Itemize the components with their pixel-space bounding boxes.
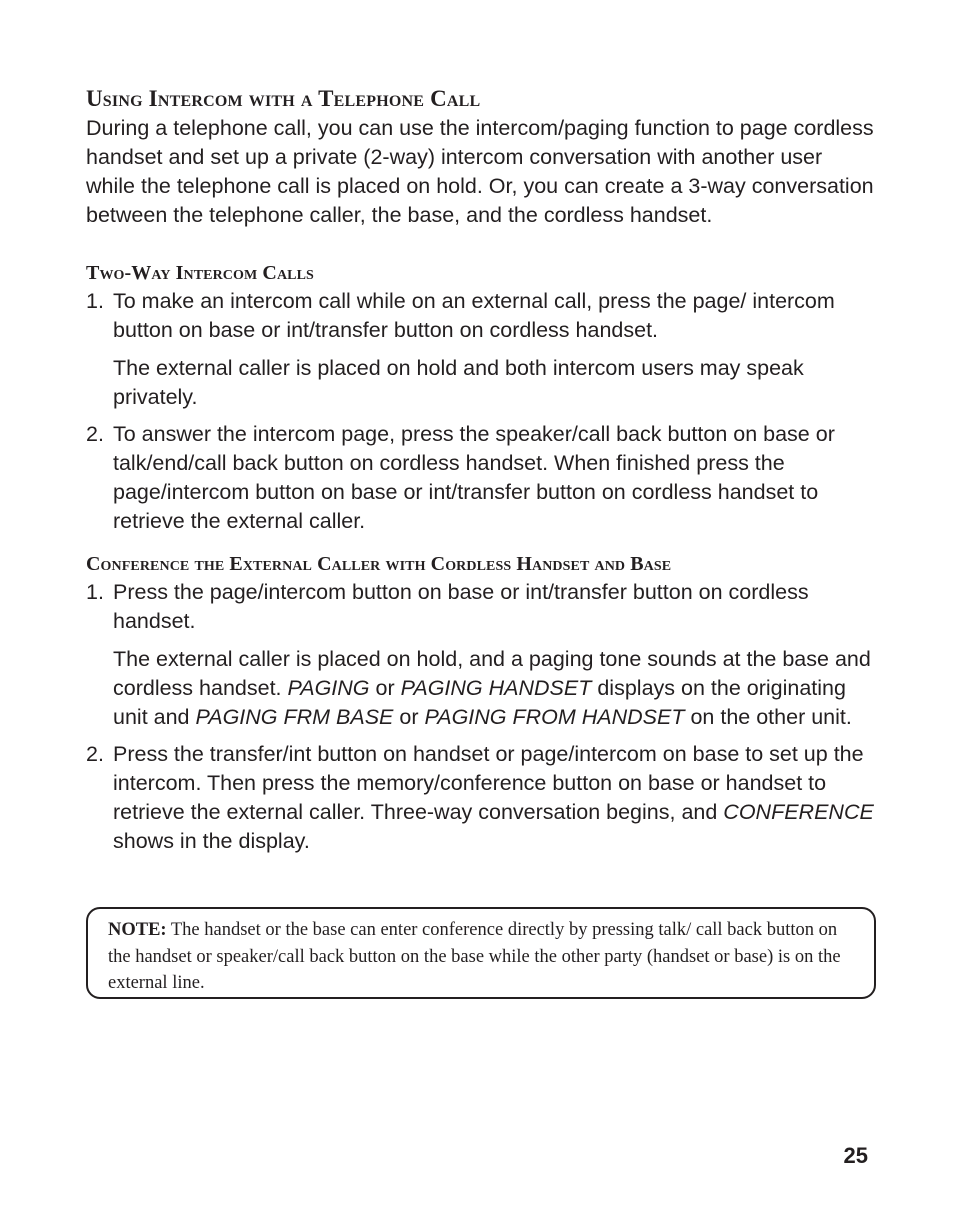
step-note: [113, 645, 876, 732]
list-item: [86, 287, 876, 412]
display-message: PAGING: [287, 676, 370, 700]
conference-steps-list: [86, 578, 876, 856]
step-note: The external caller is placed on hold and both intercom users may speak privately.: [113, 356, 804, 409]
intro-paragraph: During a telephone call, you can use the intercom/paging function to page cordless handset and set up a private (2-way) intercom conversation with another user while the telephone call is placed on hold. Or, you can create a 3-way conversation between the telephone caller, the base, and the cordless handset.: [86, 116, 874, 227]
step-number: 2.: [86, 742, 104, 766]
note-text: or: [393, 705, 425, 729]
note-label: NOTE:: [108, 920, 167, 940]
section-heading-conference: Conference the External Caller with Cordless Handset and Base: [86, 553, 672, 575]
display-message: PAGING HANDSET: [400, 676, 592, 700]
list-item: [86, 420, 876, 536]
step-number: 1.: [86, 580, 104, 604]
list-item: [86, 740, 876, 856]
section-heading-intercom-telephone-call: Using Intercom with a Telephone Call: [86, 86, 481, 111]
list-item: [86, 578, 876, 732]
step-text-part: Press the transfer/int button on handset or page/intercom on base to set up the intercom. Then press the memory/conference button on base or handset to retrieve the external caller. Three-way conversation begins, and: [113, 742, 864, 824]
page-number: 25: [843, 1143, 868, 1168]
note-box: [86, 907, 876, 999]
page-content: [86, 84, 876, 856]
two-way-steps-list: [86, 287, 876, 536]
note-text: displays on the originating unit and: [113, 676, 846, 729]
step-number: 2.: [86, 422, 104, 446]
step-text-part: shows in the display.: [113, 829, 310, 853]
section-heading-two-way-intercom: Two-Way Intercom Calls: [86, 262, 314, 284]
note-text: on the other unit.: [684, 705, 852, 729]
step-text: To answer the intercom page, press the speaker/call back button on base or talk/end/call back button on cordless handset. When finished press the page/intercom button on base or int/transfer button on cordless handset to retrieve the external caller.: [113, 422, 835, 533]
note-text: The external caller is placed on hold, and a paging tone sounds at the base and cordless handset.: [113, 647, 871, 700]
display-message: CONFERENCE: [723, 800, 874, 824]
note-text: or: [369, 676, 401, 700]
display-message: PAGING FROM HANDSET: [424, 705, 685, 729]
display-message: PAGING FRM BASE: [195, 705, 394, 729]
step-text: Press the page/intercom button on base or int/transfer button on cordless handset.: [113, 580, 809, 633]
step-number: 1.: [86, 289, 104, 313]
note-body: The handset or the base can enter conference directly by pressing talk/ call back button on the handset or speaker/call back button on the base while the other party (handset or base) is on the external line.: [108, 920, 841, 993]
step-text: To make an intercom call while on an external call, press the page/ intercom button on base or int/transfer button on cordless handset.: [113, 289, 835, 342]
step-text: [113, 740, 876, 856]
